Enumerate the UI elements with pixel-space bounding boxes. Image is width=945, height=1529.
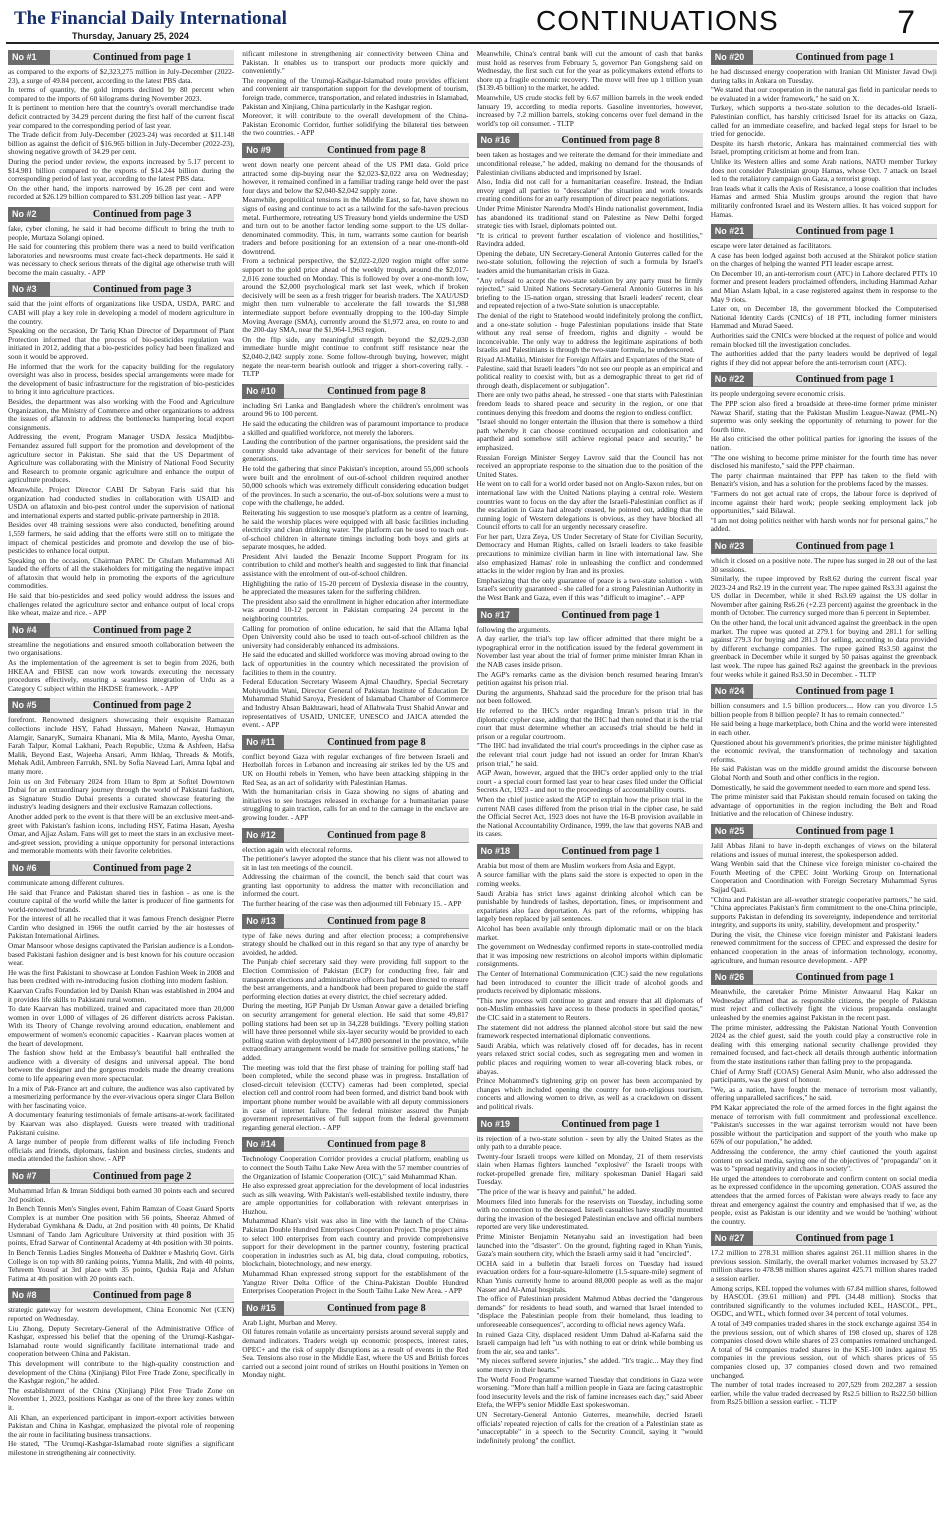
story-paragraph: he had discussed energy cooperation with Iranian Oil Minister Javad Owji during talks in Ankara on Tuesday.: [710, 67, 937, 85]
continuation-story: [477, 608, 703, 839]
story-header: [711, 970, 937, 985]
story-paragraph: Meanwhile, geopolitical tensions in the Middle East, so far, have shown no signs of easing and continue to act as a tailwind for the safe-haven precious metal. Furthermore, retreating US Treasury bond yields undermine the USD and turn out to be another factor lending some support to the US dollar-denominated commodity. This, in turn, warrants some caution for bearish traders and before positioning for an extension of a near one-month-old downtrend.: [242, 195, 469, 256]
story-paragraph: which it closed on a positive note. The rupee has surged in 28 out of the last 30 sessions.: [710, 555, 937, 574]
continuation-story: [8, 1288, 234, 1457]
continuation-story: [242, 1137, 468, 1296]
story-header: [242, 384, 468, 399]
story-header: [8, 282, 234, 297]
story-paragraph: He said the educating the children was of paramount importance to produce a skilled and qualified workforce, not merely the laborers.: [242, 418, 469, 437]
continuation-story: [711, 824, 937, 965]
story-paragraph: Prime Minister Benjamin Netanyahu said an investigation had been launched into the "disaster". On the ground, fighting raged in Khan Yunis, Gaza's main southern city, which the Israeli army said it had "encircled".: [476, 1232, 703, 1259]
story-number-badge: No #24: [711, 684, 753, 699]
story-paragraph: Chief of Army Staff (COAS) General Asim Munir, who also addressed the participants, was the guest of honour.: [710, 1066, 937, 1085]
story-paragraph: During the arguments, Shahzad said the procedure for the prison trial has not been followed.: [476, 687, 703, 706]
story-paragraph: "China and Pakistan are all-weather strategic cooperative partners," he said. "China appreciates Pakistan's firm commitment to the one-China principle, supports Pakistan in defending its sovereignty, independence and territorial integrity, and supports its unity, stability, development and prosperity.": [710, 894, 937, 930]
story-paragraph: The number of total trades increased to 207,529 from 202,287 a session earlier, while the value traded decreased by Rs2.5 billion to Rs22.50 billion from Rs25 billion a session earlier. - TLTP: [710, 1380, 937, 1407]
story-paragraph: The office of Palestinian president Mahmud Abbas decried the "dangerous demands" for residents to head south, and warned that Israel intended to "displace the Palestinian people from their homeland, thus leading to unforeseeable consequences", according to official news agency Wafa.: [476, 1294, 703, 1329]
story-continuation-title: Continued from page 1: [753, 224, 937, 239]
story-paragraph: The prime minister, addressing the Pakistan National Youth Convention 2024 as the chief guest, said the youth could play a constructive role in dealing with this emerging national security challenge provided they remained focused, and fact-check all details through authentic information from the state institutions rather than falling prey to the propaganda.: [710, 1022, 937, 1066]
story-paragraph: Also, India did not call for a humanitarian ceasefire. Instead, the Indian envoy urged all parties to "deescalate" the situation and work towards creating conditions for an early resumption of direct peace negotiations.: [476, 177, 703, 204]
story-continuation-title: Continued from page 2: [50, 623, 234, 638]
story-continuation-title: Continued from page 8: [284, 1301, 468, 1316]
story-continuation-title: Continued from page 2: [50, 1169, 234, 1184]
story-paragraph: went down nearly one percent ahead of the US PMI data. Gold price attracted some dip-buying near the $2,023-$2,022 area on Wednesday; however, it remained confined in a familiar trading range held over the past four days and below the $2,040-$2,042 supply zone.: [242, 159, 469, 195]
story-paragraph: The statement did not address the planned alcohol store but said the new framework respected international diplomatic conventions.: [476, 1022, 703, 1041]
story-paragraph: A large number of people from different walks of life including French officials and friends, diplomats, fashion and business circles, students and media attended the fashion show. - APP: [8, 1137, 235, 1164]
story-paragraph: "I am not doing politics neither with harsh words nor for personal gains," he added.: [710, 515, 937, 534]
story-paragraph: Speaking on the occasion, Chairman PARC Dr Ghulam Muhammad Ali lauded the efforts of all the stakeholders for mitigating the negative impact of aflatoxin that would help in promoting the exports of the agriculture commodities.: [8, 555, 235, 591]
story-paragraph: A source familiar with the plans said the store is expected to open in the coming weeks.: [476, 870, 703, 889]
story-paragraph: The prime minister said that Pakistan should remain focused on taking the advantage of opportunities in the region including the Belt and Road Initiative and the relocation of Chinese industry.: [710, 792, 937, 819]
story-paragraph: Besides, the department was also working with the Food and Agriculture Organization, the Ministry of Commerce and other organizations to address the issues of aflatoxin to address the bottlenecks hampering local export consignments.: [8, 397, 235, 432]
story-paragraph: Federal Education Secretary Waseem Ajmal Chaudhry, Special Secretary Mohiyuddin Wani, Director General of Pakistan Institute of Education Dr Muhammad Shahid Saroya, President of Islamabad Chamber of Commerce and Industry Ahsan Bakhtawari, head of Allahwala Trust Shahid Anwar and representatives of USAID, UNICEF, UNESCO and JAICA attended the event. - APP: [242, 677, 469, 730]
story-paragraph: Domestically, he said the government needed to earn more and spend less.: [710, 782, 931, 792]
story-paragraph: He said being a huge marketplace, both China and the world were interested in each other.: [710, 719, 937, 737]
story-paragraph: Muhammad Khan expressed strong support for the establishment of the Yangtze River Delta Office of the China-Pakistan Double Hundred Enterprises Cooperation Project in the South Taihu Lake New Area. - APP: [242, 1269, 469, 1296]
continuation-story: [8, 207, 234, 278]
story-paragraph: The AGP's remarks came as the division bench resumed hearing Imran's petition against his prison trial.: [476, 669, 703, 688]
story-header: [711, 1231, 937, 1246]
story-paragraph: its people undergoing severe economic crisis.: [710, 389, 846, 399]
story-continuation-title: Continued from page 3: [50, 282, 234, 297]
story-paragraph: Arabia but most of them are Muslim workers from Asia and Egypt.: [476, 860, 676, 870]
story-number-badge: No #11: [242, 735, 284, 750]
story-paragraph: The World Food Programme warned Tuesday that conditions in Gaza were worsening. "More than half a million people in Gaza are facing catastrophic food insecurity levels and the risk of famine increases each day," said Abeer Etefa, the WFP's senior Middle East spokeswoman.: [476, 1374, 703, 1410]
story-paragraph: "The IHC had invalidated the trial court's proceedings in the cipher case as the relevant trial court judge had not issued an order for Imran Khan's prison trial," he said.: [476, 741, 703, 768]
story-paragraph: Despite its harsh rhetoric, Ankara has maintained commercial ties with Israel, prompting criticism at home and from Iran.: [710, 138, 937, 157]
story-header: [477, 844, 703, 859]
story-paragraph: There are only two paths ahead, he stressed - one that starts with Palestinian freedom leads to shared peace and security in the region, or one that continues denying this freedom and dooms the region to endless conflict.: [476, 390, 703, 417]
story-number-badge: No #7: [8, 1169, 50, 1184]
story-paragraph: strategic gateway for western development, China Economic Net (CEN) reported on Wednesday.: [8, 1305, 235, 1324]
story-paragraph: He said that bio-pesticides and seed policy would address the issues and challenges related the agriculture sector and enhance output of local crops like wheat, maize and rice. - APP: [8, 591, 235, 618]
story-paragraph: Similarly, the rupee improved by Rs8.62 during the current fiscal year 2023-24 and Rs2.19 in the current year. The rupee gained Rs3.31 against the US dollar in December, while it shed Rs3.69 against the US dollar in November after gaining Rs6.26 (+2.23 percent) against the greenback in the month of October. The currency surged more than 6 percent in September.: [710, 574, 937, 618]
story-continuation-title: Continued from page 8: [519, 133, 703, 148]
story-paragraph: For her part, Uzra Zeya, US Under Secretary of State for Civilian Security, Democracy and Human Rights, called on Israeli leaders to take feasible precautions to minimize civilian harm in line with international law. She also emphasized Hamas' role in unleashing the conflict and condemned attacks in the wider region by Iran and its proxies.: [476, 531, 703, 576]
story-paragraph: "This new process will continue to grant and ensure that all diplomats of non-Muslim embassies have access to these products in specified quotas," the CIC said in a statement to Reuters.: [476, 995, 703, 1022]
story-paragraph: election again with electoral reforms.: [242, 844, 353, 854]
story-paragraph: The meeting was told that the first phase of training for polling staff had been completed, while the second phase was in progress. Installation of closed-circuit television (CCTV) cameras had been completed, special election cell and control room had been formed, and district band book with important phone number would be available with all deputy commissioners in case of internet failure. The federal minister assured the Punjab government representatives of full support from the federal government regarding general election. - APP: [242, 1062, 469, 1132]
story-paragraph: fake, cyber cloning, he said it had become difficult to bring the truth to people, Murtaza Solangi opined.: [8, 223, 235, 242]
continuation-story: [711, 1231, 937, 1407]
story-paragraph: Among scrips, KEL topped the volumes with 67.84 million shares, followed by HASCOL (39.61 million) and PPL (34.48 million). Stocks that contributed significantly to the volumes included KEL, HASCOL, PPL, OGDC, and WTL, which formed over 34 percent of total volumes.: [710, 1283, 937, 1319]
story-paragraph: Join us on 3rd February 2024 from 10am to 8pm at Sofitel Downtown Dubai for an extraordinary journey through the world of Pakistani fashion, as Signature Studio Dubai presents a curated showcase featuring the industry's leading designers and their exclusive Ramazan collections.: [8, 776, 235, 812]
story-paragraph: He also expressed great appreciation for the development of local industries such as silk weaving. With Pakistan's well-established textile industry, there are ample opportunities for collaboration with relevant enterprises in Huzhou.: [242, 1181, 469, 1216]
story-paragraph: Muhammad Irfan & Imran Siddiqui both earned 30 points each and secured 3rd position.: [8, 1185, 235, 1204]
column-2: [242, 50, 468, 1523]
continuation-story: [711, 224, 937, 367]
story-paragraph: Jalil Abbas Jilani to have in-depth exchanges of views on the bilateral relations and issues of mutual interest, the spokesperson added.: [710, 840, 937, 859]
story-paragraph: Oil futures remain volatile as uncertainty persists around several supply and demand indicators. Traders weigh up economic prospects, interest rates, OPEC+ and the risk of supply disruptions as a result of events in the Red Sea. Tensions also rose in the Middle East, where the US and British forces carried out a second joint round of strikes on Houthi positions in Yemen on Monday night.: [242, 1327, 469, 1380]
story-continuation-title: Continued from page 1: [519, 844, 703, 859]
story-paragraph: Turkey, which supports a two-state solution to the decades-old Israeli-Palestinian conflict, has harshly criticised Israel for its attacks on Gaza, called for an immediate ceasefire, and backed legal steps for Israel to be tried for genocide.: [710, 103, 937, 139]
story-number-badge: No #3: [8, 282, 50, 297]
story-paragraph: The further hearing of the case was then adjourned till February 15. - APP: [242, 899, 462, 909]
story-paragraph: He said the educated and skilled workforce was moving abroad owing to the lack of opportunities in the country which necessitated the provision of facilities to them in the country.: [242, 650, 469, 677]
continuation-story: [242, 735, 468, 823]
story-paragraph: The petitioner's lawyer adopted the stance that his client was not allowed to sit in last ten meetings of the council.: [242, 854, 469, 872]
continuation-story: [8, 282, 234, 617]
story-paragraph: streamline the negotiations and ensured smooth collaboration between the two organisations.: [8, 639, 235, 658]
continuation-story: [242, 384, 468, 730]
story-paragraph: "The price of the war is heavy and painful," he added.: [476, 1187, 637, 1197]
story-paragraph: "My nieces suffered severe injuries," she added. "It's tragic... May they find some mercy in their hearts.": [476, 1356, 703, 1374]
story-continuation-title: Continued from page 8: [284, 384, 468, 399]
story-paragraph: He told the gathering that since Pakistan's inception, around 55,000 schools were built and the enrolment of out-of-school children required another 50,000 schools which was extremely difficult considering education budget of the provinces. In such a scenario, the out-of-box solutions were a must to cope with the challenge, he added.: [242, 463, 469, 508]
continuation-story: [242, 828, 468, 909]
story-paragraph: Alcohol has been available only through diplomatic mail or on the black market.: [476, 924, 703, 942]
story-paragraph: "It is critical to prevent further escalation of violence and hostilities," Ravindra added.: [476, 230, 703, 249]
story-paragraph: "Any refusal to accept the two-state solution by any party must be firmly rejected," said United Nations Secretary-General Antonio Guterres in his briefing to the 15-nation organ, stressing that Israeli leaders' recent, clear and repeated rejection of a two-State solution is unacceptable.: [476, 275, 703, 311]
story-paragraph: Kaarvan Crafts Foundation led by Danish Khan was established in 2004 and it provides life skills to Pakistani rural women.: [8, 986, 235, 1004]
story-paragraph: A case has been lodged against both accused at the Shirakot police station on the charges of helping the wanted PTI leader escape arrest.: [710, 250, 937, 269]
story-paragraph: forefront. Renowned designers showcasing their exquisite Ramazan collections include HSY, Fahad Hussayn, Maheen Nawaz, Humayun Alamgir, SanaryK, Sumaira Khanani, Mia & Mila, Manto, Ayesha Omar, Farah Talpur, Komal Lakhani, Peach Republic, Uzma & Ashfeen, Hafsa Malik, Beyond East, Wajeeha Ansari, Amm Ikhlaq, Threads & Motifs, Mehak Adil, Ambreen Farrukh, SNL by Sofia Navead Lari, Amna Iqbal and many more.: [8, 715, 235, 776]
story-continuation-title: Continued from page 1: [753, 970, 937, 985]
continuation-story: [8, 623, 234, 694]
story-continuation-title: Continued from page 1: [753, 50, 937, 65]
story-paragraph: He urged the attendees to corroborate and confirm content on social media as he expressed confidence in the upcoming generation. COAS assured the attendees that the armed forces of Pakistan were always ready to face any threat and emergency against the country and emphasised that if we, as the people, exist as Pakistan is our identity and we would be 'nothing' without the country.: [710, 1173, 937, 1226]
article-columns: [0, 44, 945, 1523]
story-paragraph: Meanwhile, US crude stocks fell by 6.67 million barrels in the week ended January 19, according to media reports. Gasoline inventories, however, increased by 7.2 million barrels, stoking concerns over fuel demand in the world's top oil consumer. - TLTP: [476, 92, 703, 128]
story-paragraph: The party chairman maintained that PPP has taken to the field with Benazir's vision, and has a solution for the problems faced by the masses.: [710, 470, 937, 489]
story-continuation-title: Continued from page 8: [284, 914, 468, 929]
story-continuation-title: Continued from page 8: [284, 828, 468, 843]
story-paragraph: Addressing the chairman of the council, the bench said that court was granting last opportunity to address the matter with reconciliation and informed the court.: [242, 872, 469, 899]
story-paragraph: Mourners filed into funerals for the reservists on Tuesday, including some with no connection to the deceased. Israeli casualties have steadily mounted during the invasion of the besieged Palestinian enclave and official numbers reported are very like underestimated.: [476, 1196, 703, 1232]
story-paragraph: Saudi Arabia has strict laws against drinking alcohol which can be punishable by hundreds of lashes, deportation, fines, or imprisonment and expatriates also face deportation. As part of the reforms, whipping has largely been replaced by jail sentences.: [476, 888, 703, 924]
story-paragraph: President Alvi lauded the Benazir Income Support Program for its contribution to child and mother's health and suggested to link that financial assistance with the enrolment of out-of-school children.: [242, 551, 469, 579]
story-paragraph: With the humanitarian crisis in Gaza showing no signs of abating and initiatives to see hostages released in exchange for a humanitarian pause struggling to gain traction, calls for an end to the carnage in the enclave are growing louder. - APP: [242, 787, 469, 822]
story-continuation-title: Continued from page 8: [284, 1137, 468, 1152]
story-header: [711, 372, 937, 387]
story-header: [8, 1288, 234, 1303]
story-paragraph: During the period under review, the exports increased by 5.17 percent to $14.981 billion compared to the exports of $14.244 billion during the corresponding period of last year, according to the latest PBS data.: [8, 156, 235, 184]
story-header: [477, 1117, 703, 1132]
story-paragraph: Riyad Al-Maliki, Minister for Foreign Affairs and Expatriates of the State of Palestine, said that Israeli leaders "do not see our people as an empirical and political reality to coexist with, but as a demographic threat to get rid of through death, displacement or subjugation".: [476, 355, 703, 390]
story-number-badge: No #10: [242, 384, 284, 399]
story-paragraph: The president also said the enrollment in higher education after intermediate was around 10-12 percent in Pakistan comparing 24 percent in the neighboring countries.: [242, 596, 469, 624]
story-paragraph: OCHA said in a bulletin that Israeli forces on Tuesday had issued evacuation orders for a four-square-kilometre (1.5-square-mile) segment of Khan Yunis currently home to around 88,000 people as well as the major Nasser and Al-Amal hospitals.: [476, 1258, 703, 1294]
continuation-story: [477, 50, 703, 128]
story-paragraph: Twenty-four Israeli troops were killed on Monday, 21 of them reservists slain when Hamas fighters launched "explosive" the Israeli troops with rocket-propelled grenade fire, military spokesman Daniel Hagari said Tuesday.: [476, 1151, 703, 1187]
story-paragraph: as compared to the exports of $2,323,275 million in July-December (2022-23), a surge of 49.84 percent, according to the latest PBS data.: [8, 67, 235, 85]
story-paragraph: said that the joint efforts of organizations like USDA, USDA, PARC and CABI will play a key role in developing a model of modern agriculture in the country.: [8, 299, 235, 326]
story-header: [242, 828, 468, 843]
story-continuation-title: Continued from page 3: [50, 207, 234, 222]
story-paragraph: Russian Foreign Minister Sergey Lavrov said that the Council has not received an appropriate response to the situation due to the position of the United States.: [476, 452, 703, 479]
story-paragraph: AGP Awan, however, argued that the IHC's order applied only to the trial court - a special court formed last year to hear cases filed under the Official Secrets Act, 1923 - and not to the proceedings of accountability courts.: [476, 768, 703, 795]
story-continuation-title: Continued from page 1: [753, 539, 937, 554]
story-continuation-title: Continued from page 2: [50, 861, 234, 876]
continuation-story: [477, 844, 703, 1112]
story-header: [242, 143, 468, 158]
story-number-badge: No #20: [711, 50, 753, 65]
story-continuation-title: Continued from page 1: [753, 372, 937, 387]
story-paragraph: following the arguments.: [476, 624, 551, 634]
story-paragraph: been taken as hostages and we reiterate the demand for their immediate and unconditional release," he added, making no demand for the thousands of Palestinian civilians abducted and imprisoned by Israel.: [476, 150, 703, 177]
story-continuation-title: Continued from page 1: [753, 1231, 937, 1246]
story-paragraph: He stated, "The Urumqi-Kashgar-Islamabad route signifies a significant milestone in strengthening air connectivity.: [8, 1439, 235, 1457]
story-number-badge: No #21: [711, 224, 753, 239]
continuation-story: [242, 1301, 468, 1380]
story-paragraph: Addressing the conference, the army chief cautioned the youth against content on social media, saying one of the objectives of "propaganda" on it was to "spread negativity and chaos in society".: [710, 1146, 937, 1174]
story-paragraph: Meanwhile, the caretaker Prime Minister Anwaarul Haq Kakar on Wednesday affirmed that as responsible citizens, the people of Pakistan must reject and collectively fight the vicious propaganda onslaught unleashed by the enemies against Pakistan in the recent past.: [710, 987, 937, 1023]
story-header: [711, 224, 937, 239]
story-paragraph: The government on Wednesday confirmed reports in state-controlled media that it was imposing new restrictions on alcohol imports within diplomatic consignments.: [476, 942, 703, 969]
story-paragraph: communicate among different cultures.: [8, 877, 125, 887]
story-paragraph: Besides over 48 training sessions were also conducted, benefiting around 1,559 farmers, he said adding that the efforts were still on to mitigate the impact of chemical pesticides and promote and develop the use of bio-pesticides to enhance local output.: [8, 520, 235, 556]
continuation-story: [711, 372, 937, 534]
story-paragraph: its rejection of a two-state solution - seen by ally the United States as the only path to a durable peace.: [476, 1133, 703, 1152]
story-number-badge: No #27: [711, 1231, 753, 1246]
story-header: [8, 698, 234, 713]
story-paragraph: On the flip side, any meaningful strength beyond the $2,029-2,030 immediate hurdle might continue to confront stiff resistance near the $2,040-2,042 supply zone. Some follow-through buying, however, might negate the near-term bearish outlook and trigger a short-covering rally. - TLTP: [242, 334, 469, 379]
story-header: [8, 50, 234, 65]
story-paragraph: Meanwhile, Project Director CABI Dr Sabyan Faris said that his organization had conducted studies in collaboration with USAID and USDA on aflatoxin and bio-pest control under the supervision of national and international experts and started public-private partnership in 2018.: [8, 484, 235, 520]
story-paragraph: Lauding the contribution of the partner organisations, the president said the country should take advantage of their services for benefit of the future generations.: [242, 437, 469, 464]
story-paragraph: Under Prime Minister Narendra Modi's Hindu nationalist government, India has abandoned its traditional stand on Palestine as New Delhi forged strategic ties with Israel, diplomats pointed out.: [476, 203, 703, 231]
story-number-badge: No #12: [242, 828, 284, 843]
story-paragraph: In a mix of Pak-France art and culture, the audience was also captivated by a mesmerizing performance by the ever-vivacious opera singer Clara Bellon with her fascinating voice.: [8, 1083, 235, 1110]
story-number-badge: No #8: [8, 1288, 50, 1303]
story-paragraph: In Bench Tennis Men's Singles event, Fahim Ramzan of Coast Guard Sports Complex is at number One position with 56 points, Sheeraz Ahmed of Hyderabad Gymkhana & Dadu, at 2nd position with 40 points, Dr Khalid Usmnani of Tando Jam Agriculture University at third position with 35 points, Efrad Sarwar of Continental Academy at 4th position with 30 points.: [8, 1204, 235, 1248]
story-paragraph: Muhammad Khan's visit was also in line with the launch of the China-Pakistan Double Hundred Enterprises Cooperation Project. The project aims to select 100 enterprises from each country and provide comprehensive support for their development in the partner country, fostering practical cooperation in industries such as AI, big data, cloud computing, robotics, blockchain, biotechnology, and new energy.: [242, 1216, 469, 1269]
continuation-story: [711, 539, 937, 679]
story-number-badge: No #19: [477, 1117, 519, 1132]
story-paragraph: The denial of the right to Statehood would indefinitely prolong the conflict, and a one-state solution - huge Palestinian populations inside that State without any real sense of freedom, rights and dignity - would be inconceivable. The only way to address the legitimate aspirations of both Israelis and Palestinians is through the two-state formula, he underscored.: [476, 311, 703, 355]
story-number-badge: No #17: [477, 608, 519, 623]
story-paragraph: Wang Wenbin said that the Chinese vice foreign minister co-chaired the Fourth Meeting of the CPEC Joint Working Group on International Cooperation and Coordination with Foreign Secretary Muhammad Syrus Sajjad Qazi.: [710, 859, 937, 894]
story-number-badge: No #16: [477, 133, 519, 148]
story-paragraph: During the meeting, IGP Punjab Dr Usman Anwar gave a detailed briefing on security arrangement for general election. He said that some 49,817 polling stations had been set up in 34,228 buildings. "Every polling station will have three personnel while six-layer security would be provided to each polling station with deployment of 147,800 personnel in the province, while extraordinary arrangement would be made for sensitive polling stations," he added.: [242, 1001, 469, 1062]
story-paragraph: To date Kaarvan has mobilized, trained and capacitated more than 20,000 women in over 1,000 of villages of 26 different districts across Pakistan. With its Theory of Change revolving around education, enablement and empowerment of women's economic capacities - Kaarvan places women at the heart of development.: [8, 1004, 235, 1048]
page-number: 7: [897, 4, 915, 40]
story-header: [242, 914, 468, 929]
story-paragraph: The Punjab chief secretary said they were providing full support to the Election Commission of Pakistan (ECP) for conducting free, fair and transparent elections and administrative officers had been directed to ensure the best arrangements, and a handbook had been prepared to guide the staff performing election duties at every district, the chief secretary added.: [242, 957, 469, 1001]
story-number-badge: No #22: [711, 372, 753, 387]
story-paragraph: including Sri Lanka and Bangladesh where the children's enrolment was around 96 to 100 percent.: [242, 400, 469, 419]
story-paragraph: Technology Cooperation Corridor provides a crucial platform, enabling us to connect the South Taihu Lake New Area with the 57 member countries of the Organization of Islamic Cooperation (OIC)," said Muhammad Khan.: [242, 1154, 469, 1181]
story-paragraph: Prince Mohammed's tightening grip on power has been accompanied by changes which included opening the country for non-religious tourism, concerts and allowing women to drive, as well as a crackdown on dissent and political rivals.: [476, 1076, 703, 1111]
story-number-badge: No #4: [8, 623, 50, 638]
continuation-story: [8, 1169, 234, 1284]
story-paragraph: billion consumers and 1.5 billion producers.... How can you divorce 1.5 billion people from 8 billion people? It has to remain connected.": [710, 701, 937, 719]
story-paragraph: Later on, on December 18, the government blocked the Computerised National Identity Cards (CNICs) of 18 PTI, including former ministers Hammad and Murad Saeed.: [710, 304, 937, 331]
story-continuation-title: Continued from page 8: [50, 1288, 234, 1303]
column-3: [477, 50, 703, 1523]
masthead: [6, 0, 939, 44]
story-number-badge: No #23: [711, 539, 753, 554]
section-title: CONTINUATIONS: [536, 5, 779, 36]
continuation-story: [711, 50, 937, 219]
story-paragraph: type of fake news during and after election process; a comprehensive strategy should be chalked out in this regard so that any type of anarchy be avoided, he added.: [242, 930, 469, 957]
story-number-badge: No #25: [711, 824, 753, 839]
continuation-story: [8, 50, 234, 202]
story-paragraph: From a technical perspective, the $2,022-2,020 region might offer some support to the gold price ahead of the weekly trough, around the $2,017-2,016 zone touched on Monday. This is followed by over a one-month low, around the $2,000 psychological mark set last week, which if broken decisively will be seen as a fresh trigger for bearish traders. The XAU/USD might then turn vulnerable to accelerate the fall towards the $1,988 intermediate support before eventually dropping to the 100-day Simple Moving Average (SMA), currently around the $1,972 area, en route to and the 200-day SMA, near the $1,964-1,963 region.: [242, 256, 469, 335]
continuation-story: [477, 1117, 703, 1446]
story-continuation-title: Continued from page 8: [284, 143, 468, 158]
story-paragraph: On the other hand, the local unit advanced against the greenback in the open market. The rupee was quoted at 279.1 for buying and 281.1 for selling against 279.3 for buying and 281.3 for selling, according to data provided by different exchange companies. The rupee gained Rs3.50 against the greenback in December while it surged by 50 paisas against the greenback last week. The rupee has gained Rs2 against the greenback in the previous four weeks while it gained Rs3.50 in December. - TLTP: [710, 618, 937, 679]
story-paragraph: Addressing the event, Program Manager USDA Jessica Mudjibbu-Fernandez assured full support for the promotion and development of the agriculture sector in Pakistan. She said that the US Department of Agriculture was collaborating with the Ministry of National Food Security and Research to promote organic agriculture and enhance the output of agriculture produces.: [8, 432, 235, 485]
story-paragraph: "We stated that our cooperation in the natural gas field in particular needs to be evaluated in a wider framework," he said on X.: [710, 85, 937, 103]
story-continuation-title: Continued from page 2: [50, 698, 234, 713]
story-paragraph: The authorities added that the party leaders would be deprived of legal rights if they did not appear before the anti-terrorism court (ATC).: [710, 349, 937, 367]
story-continuation-title: Continued from page 8: [284, 735, 468, 750]
story-paragraph: Calling for promotion of online education, he said that the Allama Iqbal Open University could also be used to teach out-of-school children as the university had considerably enhanced its admissions.: [242, 623, 469, 650]
story-paragraph: 17.2 million to 278.31 million shares against 261.11 million shares in the previous session. Similarly, the overall market volumes increased by 53.27 million shares to 478.98 million shares against 425.71 million shares traded a session earlier.: [710, 1248, 937, 1284]
story-paragraph: Moreover, it will contribute to the overall development of the China-Pakistan Economic Corridor, further solidifying the bilateral ties between the two countries. - APP: [242, 111, 469, 138]
story-paragraph: This development will contribute to the high-quality construction and development of the China (Xinjiang) Pilot Free Trade Zone, specifically in the Kashgar region," he added.: [8, 1359, 235, 1386]
story-paragraph: The Center of International Communication (CIC) said the new regulations had been introduced to counter the illicit trade of alcohol goods and products received by diplomatic missions.: [476, 969, 703, 996]
story-paragraph: He said Pakistan was on the middle ground amidst the discourse between Global North and South and other conflicts in the region.: [710, 764, 937, 782]
story-continuation-title: Continued from page 1: [519, 608, 703, 623]
story-header: [8, 207, 234, 222]
story-paragraph: He said that France and Pakistan shared ties in fashion - as one is the couture capital of the world while the latter is producer of fine garments for world-renowned brands.: [8, 887, 235, 914]
story-paragraph: Iran leads what it calls the Axis of Resistance, a loose coalition that includes Hamas and armed Shia Muslim groups around the region that have militarily confronted Israel and its Western allies. It has voiced support for Hamas.: [710, 183, 937, 219]
story-paragraph: In Bench Tennis Ladies Singles Moneeha of Dakhter e Mashriq Govt. Girls College is on top with 80 ranking points, Yumna Malik, 2nd with 40 points, Tehreem Yousuf at 3rd place with 35 points, Qudsia Raja and Afshan Fatima at 4th position with 20 points each.: [8, 1248, 235, 1283]
story-paragraph: Speaking on the occasion, Dr Tariq Khan Director of Department of Plant Protection informed that the process of bio-pesticides regulation was initiated in 2012, adding that a bio-pesticides policy had been finalized and soon it would be approved.: [8, 326, 235, 362]
story-paragraph: conflict beyond Gaza with regular exchanges of fire between Israeli and Hezbollah forces in Lebanon and increasing air strikes led by the US and UK on Houthi rebels in Yemen, who have been attacking shipping in the Red Sea, as an act of solidarity with Palestinian Hamas.: [242, 751, 469, 787]
story-continuation-title: Continued from page 1: [753, 684, 937, 699]
story-paragraph: escape were later detained as facilitators.: [710, 241, 832, 251]
story-paragraph: He was the first Pakistani to showcase at London Fashion Week in 2008 and has been credited with re-introducing fusion clothing into modern fashion.: [8, 967, 235, 986]
column-1: [8, 50, 234, 1523]
story-header: [711, 684, 937, 699]
story-paragraph: nificant milestone in strengthening air connectivity between China and Pakistan. It enables us to transport our products more quickly and conveniently.": [242, 50, 469, 76]
story-continuation-title: Continued from page 1: [50, 50, 234, 65]
story-number-badge: No #13: [242, 914, 284, 929]
story-paragraph: Emphasizing that the only guarantee of peace is a two-state solution - with Israel's security guaranteed - she called for a strong Palestinian Authority in the West Bank and Gaza, even if this was "difficult to imagine". - APP: [476, 575, 703, 603]
story-paragraph: He also criticised the other political parties for ignoring the issues of the nation.: [710, 434, 937, 452]
story-number-badge: No #18: [477, 844, 519, 859]
story-paragraph: "We, as a nation, have fought the menace of terrorism most valiantly, offering unparalleled sacrifices," he said.: [710, 1084, 937, 1103]
story-paragraph: On the other hand, the imports narrowed by 16.28 per cent and were recorded at $26.129 billion compared to $31.209 billion last year. - APP: [8, 183, 235, 202]
story-paragraph: He referred to the IHC's order regarding Imran's prison trial in the diplomatic cypher case, adding that the IHC had then noted that it is the trial court that must determine whether an accused's trial should be held in prison or a regular courtroom.: [476, 705, 703, 741]
story-paragraph: A total of 349 companies traded shares in the stock exchange against 354 in the previous session, out of which shares of 198 closed up, shares of 128 companies closed down while shares of 23 companies remained unchanged. A total of 94 companies traded shares in the KSE-100 index against 95 companies in the previous session, out of which shares prices of 55 companies closed up, 37 companies closed down and two remained unchanged.: [710, 1319, 937, 1380]
story-paragraph: PM Kakar appreciated the role of the armed forces in the fight against the menace of terrorism with full commitment and professional excellence. "Pakistan's successes in the war against terrorism would not have been possible without the participation and support of the youth who make up 65% of our population," he added.: [710, 1102, 937, 1147]
story-number-badge: No #9: [242, 143, 284, 158]
story-number-badge: No #26: [711, 970, 753, 985]
story-number-badge: No #6: [8, 861, 50, 876]
story-paragraph: Opening the debate, UN Secretary-General Antonio Guterres called for the two-state solution, following the rejection of such a formula by Israel's leaders amid the humanitarian crisis in Gaza.: [476, 248, 703, 276]
story-paragraph: He said for countering this problem there was a need to build verification laboratories and newsrooms must create fact-check departments. He said it was necessary to check serious threats of the digital age otherwise truth will become the main casualty. - APP: [8, 242, 235, 277]
newspaper-brand[interactable]: The Financial Daily International: [14, 8, 287, 29]
story-paragraph: Questioned about his government's priorities, the prime minister highlighted the economic revival, the transformation of technology and taxation reforms.: [710, 737, 937, 764]
story-header: [8, 861, 234, 876]
story-header: [711, 824, 937, 839]
story-paragraph: The Trade deficit from July-December (2023-24) was recorded at $11.148 billion as against the deficit of $16.965 billion in July-December (2022-23), showing negative growth of 34.29 per cent.: [8, 130, 235, 157]
continuation-story: [8, 698, 234, 856]
column-4: [711, 50, 937, 1523]
story-paragraph: Another added perk to the event is that there will be an exclusive meet-and-greet with Pakistan's fashion icons, including HSY, Fatima Hasan, Ayesha Omar, and Ajjaz Aslam. Fans will get to meet the stars in an exclusive meet-and-greet session, providing a unique opportunity for personal interactions and memorable moments with their favorite celebrities.: [8, 811, 235, 856]
story-paragraph: Authorities said the CNICs were blocked at the request of police and would remain blocked till the investigation concludes.: [710, 331, 937, 349]
story-paragraph: The reopening of the Urumqi-Kashgar-Islamabad route provides efficient and convenient air transportation support for the development of tourism, foreign trade, commerce, transportation, and related industries in Islamabad, Pakistan and Xinjiang, China particularly in the Kashgar region.: [242, 75, 469, 111]
continuation-story: [477, 133, 703, 602]
story-paragraph: A documentary featuring testimonials of female artisans-at-work facilitated by Kaarvan was also displayed. Guests were treated with traditional Pakistani cuisine.: [8, 1110, 235, 1137]
issue-date: Thursday, January 25, 2024: [72, 31, 189, 41]
story-paragraph: "Israel should no longer entertain the illusion that there is somehow a third path whereby it can choose continued occupation and colonisation and apartheid and somehow still achieve regional peace and security," he emphasized.: [476, 417, 703, 452]
story-paragraph: As the implementation of the agreement is set to begin from 2026, both HKEAA and FBISE can now work towards executing the necessary procedures effectively, ensuring a seamless integration of Urdu as a Category C subject within the HKDSE framework. - APP: [8, 658, 235, 693]
story-header: [711, 539, 937, 554]
story-number-badge: No #15: [242, 1301, 284, 1316]
continuation-story: [711, 684, 937, 819]
story-paragraph: Ali Khan, an experienced participant in import-export activities between Pakistan and China in Kashgar, emphasized the pivotal role of reopening the air route in facilitating business transactions.: [8, 1412, 235, 1439]
story-paragraph: For the interest of all he recalled that it was famous French designer Pierre Cardin who designed in 1966 the outfit carried by the air hostesses of Pakistan International Airlines.: [8, 914, 235, 941]
story-paragraph: The PPP scion also fired a broadside at three-time former prime minister Nawaz Sharif, stating that the Pakistan Muslim League-Nawaz (PML-N) supremo was only seeking the opportunity of returning to power for the fourth time.: [710, 399, 937, 434]
story-paragraph: Arab Light, Murban and Merey.: [242, 1317, 337, 1327]
story-paragraph: It is pertinent to mention here that the country's overall merchandise trade deficit contracted by 34.29 percent during the first half of the current fiscal year compared to the corresponding period of last year.: [8, 103, 235, 130]
story-paragraph: The establishment of the China (Xinjiang) Pilot Free Trade Zone on November 1, 2023, positions Kashgar as one of the three key zones within it.: [8, 1385, 235, 1412]
story-paragraph: He informed that the work for the capacity building for the regulatory oversight was also in process, besides special arrangements were made for the development of basic infrastructure for the registration of bio-pesticides to bring it into agriculture practices.: [8, 361, 235, 397]
story-paragraph: "Farmers do not get actual rate of crops, the labour force is deprived of income against their hard work; people seeking employment lack job opportunities," said Bilawal.: [710, 488, 937, 516]
story-continuation-title: Continued from page 1: [519, 1117, 703, 1132]
story-header: [242, 1137, 468, 1152]
story-header: [477, 133, 703, 148]
story-header: [8, 623, 234, 638]
story-paragraph: Liu Zhong, Deputy Secretary-General of the Administrative Office of Kashgar, expressed his belief that the opening of the Urumqi-Kashgar-Islamabad route would significantly facilitate international trade and cooperation between China and Pakistan.: [8, 1323, 235, 1359]
story-paragraph: Saudi Arabia, which was relatively closed off for decades, has in recent years relaxed strict social codes, such as segregating men and women in public places and requiring women to wear all-covering black robes, or abayas.: [476, 1040, 703, 1076]
continuation-story: [242, 50, 468, 138]
story-paragraph: A day earlier, the trial's top law officer admitted that there might be a typographical error in the notification issued by the federal government in November last year about the trial of former prime minister Imran Khan in the NAB cases inside prison.: [476, 634, 703, 669]
story-paragraph: In ruined Gaza City, displaced resident Umm Dahud al-Kafarna said the Israeli campaign had left "us with nothing to eat or drink while bombing us from the air, sea and tanks".: [476, 1329, 703, 1356]
story-paragraph: Reiterating his suggestion to use mosque's platform as a centre of learning, he said the worship places were equipped with all basic facilities including electricity and clean drinking water. The platform can be used to teach out-of-school children in alternate timings including both boys and girls at separate mosques, he added.: [242, 507, 469, 552]
story-number-badge: No #14: [242, 1137, 284, 1152]
story-header: [242, 1301, 468, 1316]
story-paragraph: During the visit, the Chinese vice foreign minister and Pakistani leaders renewed commitment for the success of CPEC and expressed the desire for enhanced cooperation in the areas of information technology, economy, agriculture, and human resource development. - APP: [710, 929, 937, 965]
story-continuation-title: Continued from page 1: [753, 824, 937, 839]
story-paragraph: The fashion show held at the Embassy's beautiful hall enthralled the audience with a diversity of designs and universal appeal. The bond between the designer and the gorgeous models made the dreamy creations come to life appearing even more spectacular.: [8, 1048, 235, 1083]
story-paragraph: On December 10, an anti-terrorism court (ATC) in Lahore declared PTI's 10 former and present leaders proclaimed offenders, including Hammad Azhar and Mian Aslam Iqbal, in a case registered against them in response to the May 9 riots.: [710, 268, 937, 304]
story-paragraph: UN Secretary-General Antonio Guterres, meanwhile, decried Israeli officials' repeated rejection of calls for the creation of a Palestinian state as "unacceptable" in a speech to the Security Council, saying it "would indefinitely prolong" the conflict.: [476, 1409, 703, 1445]
story-number-badge: No #2: [8, 207, 50, 222]
story-header: [242, 735, 468, 750]
story-paragraph: He went on to call for a world order based not on Anglo-Saxon rules, but on international law with the United Nations playing a central role. Western countries want to focus on the day after the Israeli-Palestinian conflict as if the escalation in Gaza had already ceased, he pointed out, adding that the cunning logic of Western delegations is obvious, as they have blocked all Council efforts to call for an urgently necessary ceasefire.: [476, 479, 703, 532]
story-paragraph: Unlike its Western allies and some Arab nations, NATO member Turkey does not consider Palestinian group Hamas, whose Oct. 7 attack on Israel led to the retaliatory campaign on Gaza, a terrorist group.: [710, 156, 937, 184]
story-number-badge: No #1: [8, 50, 50, 65]
story-paragraph: Omar Mansoor whose designs captivated the Parisian audience is a London-based Pakistani fashion designer and is best known for his couture occasion wear.: [8, 941, 235, 968]
story-paragraph: In terms of quantity, the gold imports declined by 80 percent when compared to the imports of 60 kilograms during November 2023.: [8, 85, 235, 103]
continuation-story: [8, 861, 234, 1164]
story-header: [711, 50, 937, 65]
story-paragraph: When the chief justice asked the AGP to explain how the prison trial in the current NAB cases differed from the prison trial in the cipher case, he said the Official Secret Act, 1923 does not have the 16-B provision available in the National Accountability Ordinance, 1999, the law that governs NAB and its cases.: [476, 794, 703, 839]
continuation-story: [242, 914, 468, 1133]
story-paragraph: "The one wishing to become prime minister for the fourth time has never disclosed his manifesto," said the PPP chairman.: [710, 452, 937, 471]
story-header: [477, 608, 703, 623]
story-paragraph: Highlighting the ratio of 15-20 percent of Dyslexia disease in the country, he appreciated the measures taken for the suffering children.: [242, 578, 469, 597]
story-paragraph: Meanwhile, China's central bank will cut the amount of cash that banks must hold as reserves from February 5, governor Pan Gongsheng said on Wednesday, the first such cut for the year as policymakers extend efforts to shore up a fragile economic recovery. The move will free up 1 trillion yuan ($139.45 billion) to the market, he added.: [476, 50, 703, 93]
continuation-story: [711, 970, 937, 1226]
story-number-badge: No #5: [8, 698, 50, 713]
continuation-story: [242, 143, 468, 379]
story-header: [8, 1169, 234, 1184]
